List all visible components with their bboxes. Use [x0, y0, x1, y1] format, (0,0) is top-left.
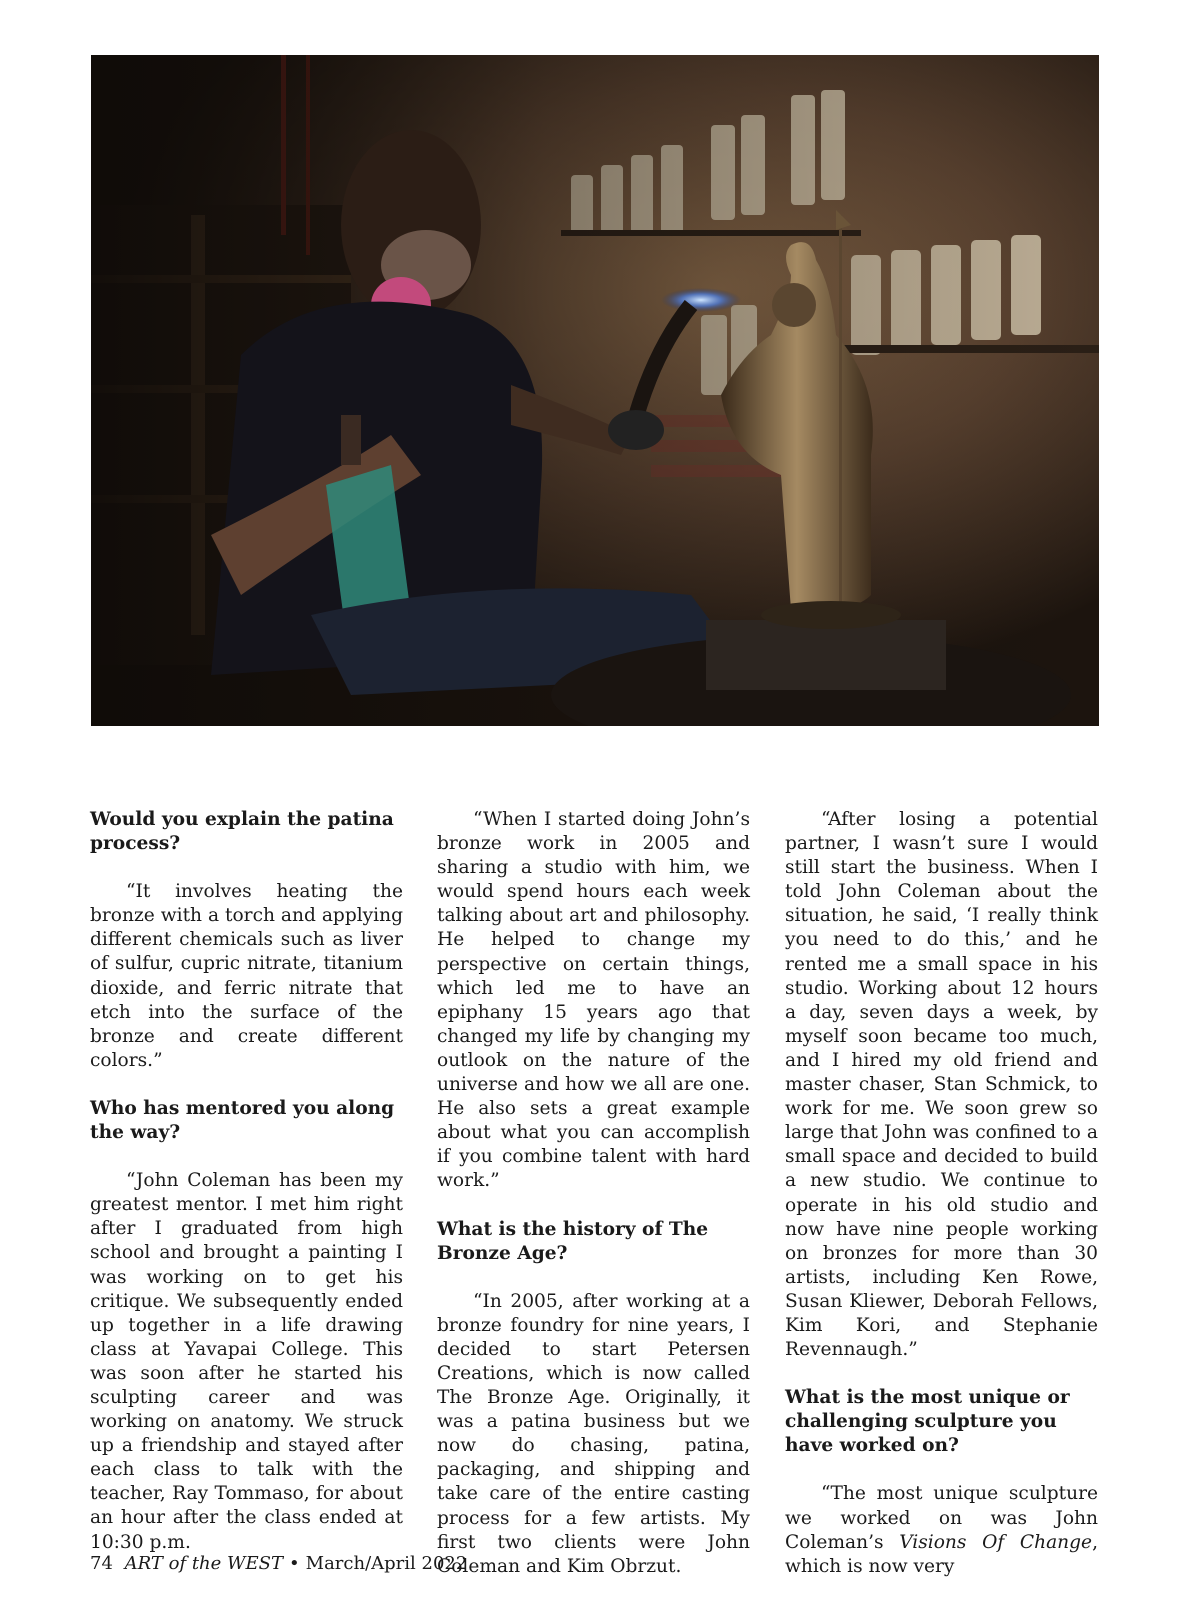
article-column-1 [90, 808, 403, 1579]
interview-answer: “After losing a potential partner, I wasn’t sure I would still start the business. When I told John Coleman about the situation, he said, ‘I really think you need to do this,’ and he rented me a small space in his studio. Working about 12 hours a day, seven days a week, by myself soon became too much, and I hired my old friend and master chaser, Stan Schmick, to work for me. We soon grew so large that John was confined to a small space and decided to build a new studio. We continue to operate in his old studio and now have nine people working on bronzes for more than 30 artists, including Ken Rowe, Susan Kliewer, Deborah Fellows, Kim Kori, and Stephanie Revennaugh.” [785, 809, 1098, 1361]
issue-date: March/April 2022 [305, 1553, 468, 1574]
article-column-3 [785, 808, 1098, 1603]
interview-question: What is the most unique or challenging sculpture you have worked on? [785, 1387, 1070, 1457]
interview-answer: “John Coleman has been my greatest mentor. I met him right after I graduated from high school and brought a painting I was working on to get his critique. We subsequently ended up together in a life drawing class at Yavapai College. This was soon after he started his sculpting career and was working on anatomy. We struck up a friendship and stayed after each class to talk with the teacher, Ray Tommaso, for about an hour after the class ended at 10:30 p.m. [90, 1170, 403, 1553]
interview-question: Would you explain the patina process? [90, 809, 394, 855]
interview-question: Who has mentored you along the way? [90, 1097, 395, 1144]
artwork-title: Visions Of Change [899, 1531, 1093, 1553]
artist-applying-patina-image [91, 55, 1099, 726]
feature-photo [91, 55, 1099, 726]
page-number: 74 [90, 1553, 113, 1574]
article-column-2 [437, 808, 750, 1603]
publication-name: ART of the WEST [124, 1553, 284, 1574]
interview-answer: “When I started doing John’s bronze work in 2005 and sharing a studio with him, we would spend hours each week talking about art and philosophy. He helped to change my perspective on certain things, which led me to have an epiphany 15 years ago that changed my life by changing my outlook on the nature of the universe and how we all are one. He also sets a great example about what you can accomplish if you combine talent with hard work.” [437, 809, 750, 1192]
answer-text: “The most unique sculpture we worked on was John Coleman’s [785, 1483, 1098, 1553]
answer-text: , which is now very [785, 1531, 1098, 1577]
interview-answer: “In 2005, after working at a bronze foundry for nine years, I decided to start Petersen Creations, which is now called The Bronze Age. Originally, it was a patina business but we now do chasing, patina, packaging, and shipping and take care of the entire casting process for a few artists. My first two clients were John Coleman and Kim Obrzut. [437, 1290, 750, 1577]
interview-question: What is the history of The Bronze Age? [437, 1218, 709, 1264]
footer-bullet: • [289, 1553, 300, 1574]
interview-answer [785, 1482, 1098, 1578]
page-footer [90, 1553, 473, 1575]
interview-answer: “It involves heating the bronze with a torch and applying different chemicals such as liver of sulfur, cupric nitrate, titanium dioxide, and ferric nitrate that etch into the surface of the bronze and create different colors.” [90, 881, 403, 1071]
